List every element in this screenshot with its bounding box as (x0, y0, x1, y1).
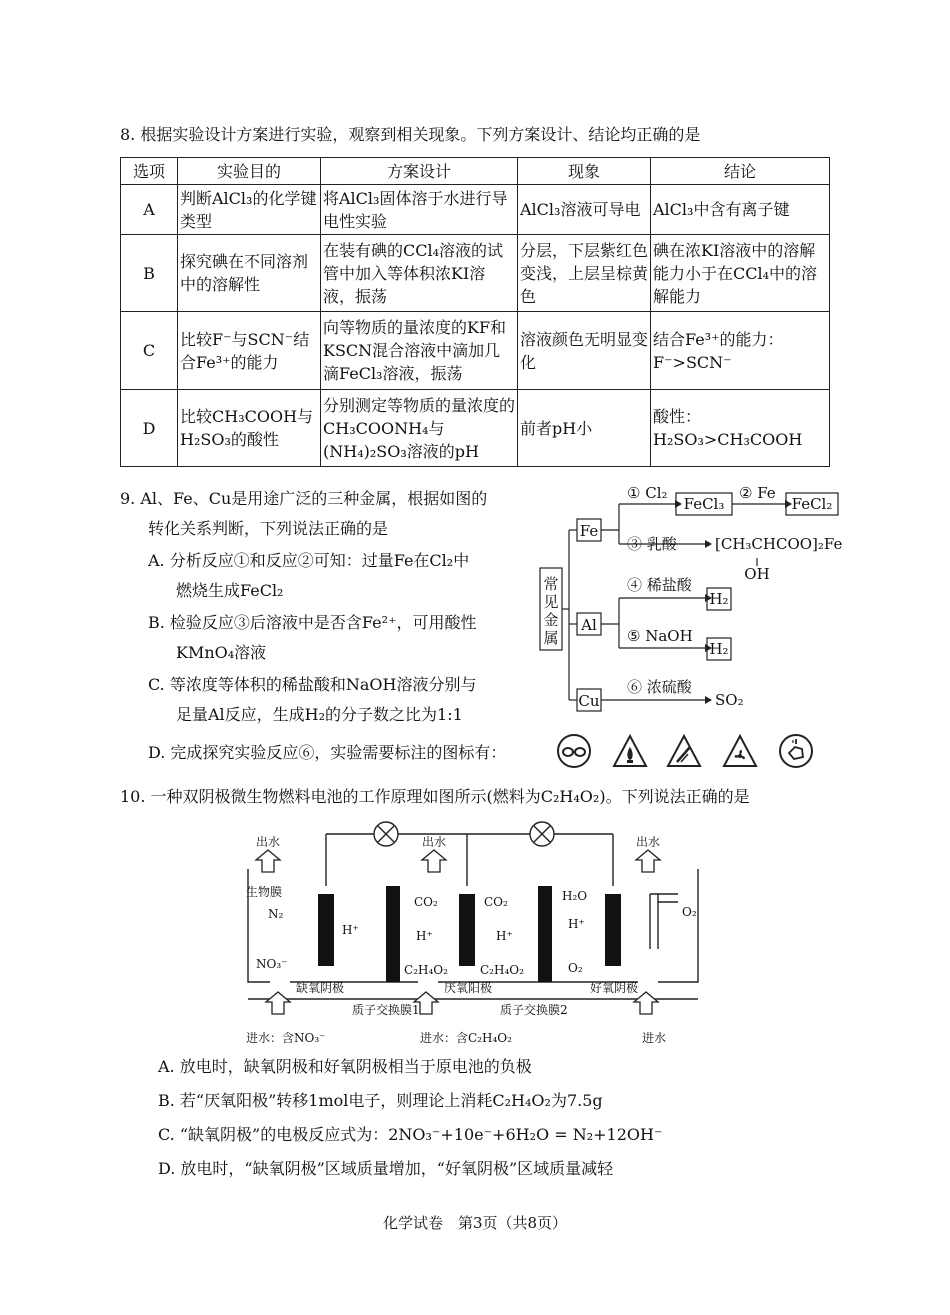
q8-table (120, 157, 830, 467)
cell-option: B (121, 235, 178, 312)
node-fe: Fe (579, 522, 599, 540)
q10-option-c: C. “缺氧阴极”的电极反应式为：2NO₃⁻+10e⁻+6H₂O = N₂+12OH⁻ (158, 1125, 663, 1144)
hplus-label-2: H⁺ (416, 929, 433, 943)
out-water-label-2: 出水 (421, 835, 447, 849)
node-cu: Cu (578, 692, 600, 710)
table-header-row (121, 158, 830, 185)
cell-option: C (121, 312, 178, 390)
reaction-4-label: ④ 稀盐酸 (627, 576, 692, 594)
n2-label: N₂ (268, 907, 284, 921)
q9-option-b-cont: KMnO₄溶液 (176, 643, 267, 662)
q9-option-a: A. 分析反应①和反应②可知：过量Fe在Cl₂中 (148, 551, 470, 570)
h2o-label: H₂O (562, 889, 588, 903)
hplus-label-1: H⁺ (342, 923, 359, 937)
reaction-2-label: ② Fe (739, 484, 776, 502)
membrane-1-label: 质子交换膜1 (352, 1003, 420, 1017)
q10-option-d: D. 放电时，“缺氧阴极”区域质量增加，“好氧阴极”区域质量减轻 (158, 1159, 614, 1178)
sharp-object-icon (666, 733, 702, 769)
q10-fuel-cell-diagram (238, 814, 708, 1054)
page-footer: 化学试卷 第3页（共8页） (382, 1214, 568, 1232)
cell-option: A (121, 185, 178, 235)
q10-option-b: B. 若“厌氧阳极”转移1mol电子，则理论上消耗C₂H₄O₂为7.5g (158, 1091, 603, 1110)
o2-label-1: O₂ (568, 961, 583, 975)
q10-stem: 10. 一种双阴极微生物燃料电池的工作原理如图所示(燃料为C₂H₄O₂)。下列说法正确的是 (120, 787, 750, 806)
q9-option-a-cont: 燃烧生成FeCl₂ (176, 581, 284, 600)
reaction-3-label: ③ 乳酸 (627, 535, 677, 553)
hplus-label-4: H⁺ (568, 917, 585, 931)
reaction-5-label: ⑤ NaOH (627, 627, 693, 645)
product-3-oh: OH (744, 565, 770, 583)
header-design: 方案设计 (321, 158, 518, 185)
header-conclusion: 结论 (651, 158, 830, 185)
anoxic-cathode-label: 缺氧阴极 (296, 981, 345, 995)
cell-purpose: 探究碘在不同溶剂中的溶解性 (178, 235, 321, 312)
cell-design: 向等物质的量浓度的KF和KSCN混合溶液中滴加几滴FeCl₃溶液，振荡 (321, 312, 518, 390)
cell-purpose: 判断AlCl₃的化学键类型 (178, 185, 321, 235)
goggles-icon (556, 733, 592, 769)
header-phenomenon: 现象 (518, 158, 651, 185)
cell-phenomenon: 溶液颜色无明显变化 (518, 312, 651, 390)
cell-phenomenon: AlCl₃溶液可导电 (518, 185, 651, 235)
heating-icon (612, 733, 648, 769)
root-label-2: 见 (543, 593, 559, 611)
hplus-label-3: H⁺ (496, 929, 513, 943)
q9-option-d: D. 完成探究实验反应⑥，实验需要标注的图标有： (148, 743, 507, 762)
root-label-3: 金 (543, 611, 559, 629)
root-label-4: 属 (543, 629, 559, 647)
node-h2-b: H₂ (709, 640, 729, 658)
o2-label-2: O₂ (682, 905, 697, 919)
co2-label-1: CO₂ (414, 895, 438, 909)
cell-phenomenon: 分层，下层紫红色变浅，上层呈棕黄色 (518, 235, 651, 312)
q10-option-a: A. 放电时，缺氧阴极和好氧阴极相当于原电池的负极 (158, 1057, 532, 1076)
cell-purpose: 比较CH₃COOH与H₂SO₃的酸性 (178, 390, 321, 467)
biofilm-label: 生物膜 (246, 885, 283, 899)
cell-conclusion: 酸性：H₂SO₃>CH₃COOH (651, 390, 830, 467)
cell-design: 分别测定等物质的量浓度的CH₃COONH₄与(NH₄)₂SO₃溶液的pH (321, 390, 518, 467)
in-water-label-2: 进水：含C₂H₄O₂ (420, 1031, 512, 1045)
in-water-label-1: 进水：含NO₃⁻ (246, 1031, 326, 1045)
exhaust-fan-icon (722, 733, 758, 769)
no3-label: NO₃⁻ (256, 957, 288, 971)
cell-conclusion: 碘在浓KI溶液中的溶解能力小于在CCl₄中的溶解能力 (651, 235, 830, 312)
node-h2-a: H₂ (709, 590, 729, 608)
cell-design: 将AlCl₃固体溶于水进行导电性实验 (321, 185, 518, 235)
c2h4o2-label-2: C₂H₄O₂ (480, 963, 524, 977)
reaction-1-label: ① Cl₂ (627, 484, 668, 502)
node-fecl2: FeCl₂ (791, 495, 833, 513)
q9-stem-line1: 9. Al、Fe、Cu是用途广泛的三种金属，根据如图的 (120, 489, 488, 508)
product-3: [CH₃CHCOO]₂Fe (715, 535, 843, 553)
anaerobic-anode-label: 厌氧阳极 (444, 981, 493, 995)
cell-purpose: 比较F⁻与SCN⁻结合Fe³⁺的能力 (178, 312, 321, 390)
q8-stem: 8. 根据实验设计方案进行实验，观察到相关现象。下列方案设计、结论均正确的是 (120, 125, 701, 144)
out-water-label-1: 出水 (255, 835, 281, 849)
cell-phenomenon: 前者pH小 (518, 390, 651, 467)
membrane-2-label: 质子交换膜2 (500, 1003, 568, 1017)
node-al: Al (581, 616, 597, 634)
q9-option-b: B. 检验反应③后溶液中是否含Fe²⁺，可用酸性 (148, 613, 477, 632)
table-row (121, 390, 830, 467)
c2h4o2-label-1: C₂H₄O₂ (404, 963, 448, 977)
co2-label-2: CO₂ (484, 895, 508, 909)
q9-option-c: C. 等浓度等体积的稀盐酸和NaOH溶液分别与 (148, 675, 477, 694)
aerobic-cathode-label: 好氧阴极 (590, 981, 639, 995)
root-label-1: 常 (543, 575, 559, 593)
table-row (121, 185, 830, 235)
out-water-label-3: 出水 (635, 835, 661, 849)
header-purpose: 实验目的 (178, 158, 321, 185)
q9-option-c-cont: 足量Al反应，生成H₂的分子数之比为1:1 (176, 705, 463, 724)
header-option: 选项 (121, 158, 178, 185)
cell-design: 在装有碘的CCl₄溶液的试管中加入等体积浓KI溶液，振荡 (321, 235, 518, 312)
q9-conversion-diagram (535, 478, 845, 718)
table-row (121, 312, 830, 390)
reaction-6-label: ⑥ 浓硫酸 (627, 678, 692, 696)
cell-conclusion: 结合Fe³⁺的能力：F⁻>SCN⁻ (651, 312, 830, 390)
cell-conclusion: AlCl₃中含有离子键 (651, 185, 830, 235)
node-so2: SO₂ (715, 691, 744, 709)
cell-option: D (121, 390, 178, 467)
hand-wash-icon (778, 733, 814, 769)
node-fecl3: FeCl₃ (683, 495, 725, 513)
q9-stem-line2: 转化关系判断，下列说法正确的是 (148, 519, 389, 538)
table-row (121, 235, 830, 312)
in-water-label-3: 进水 (642, 1031, 667, 1045)
